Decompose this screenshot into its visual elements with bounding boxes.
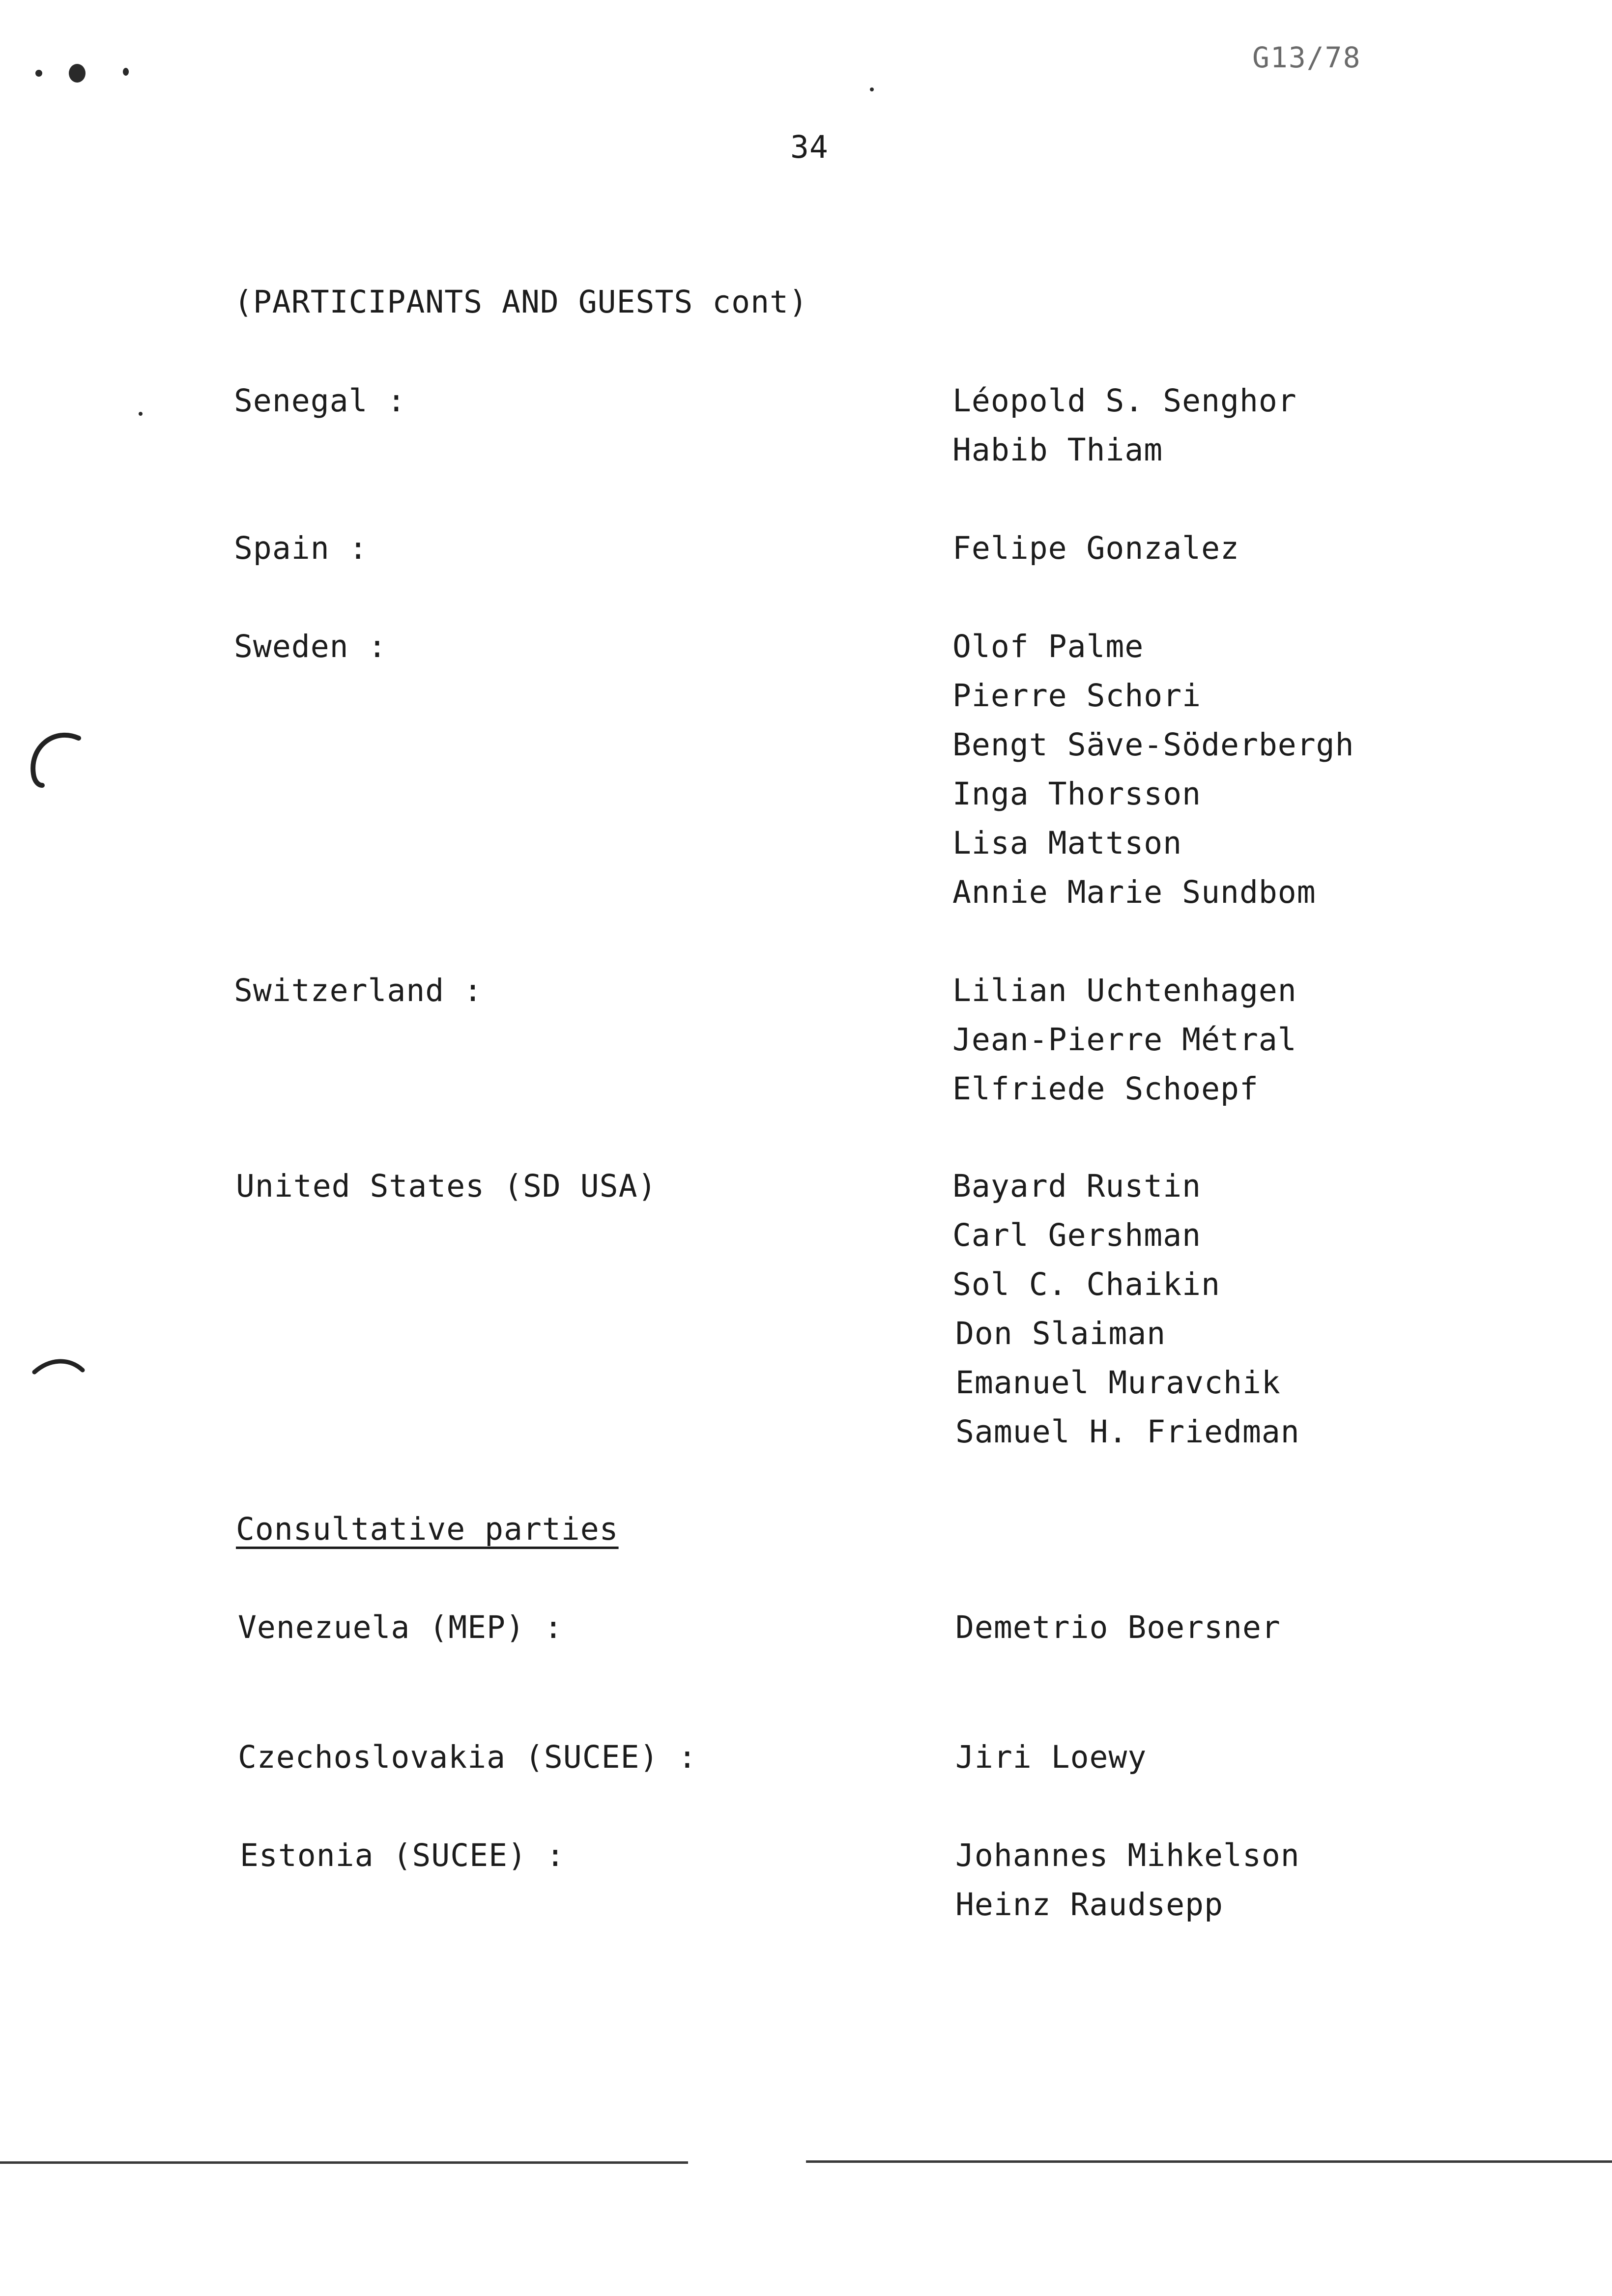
participant-name: Elfriede Schoepf <box>952 1071 1259 1107</box>
participant-name: Emanuel Muravchik <box>955 1365 1281 1401</box>
participant-name: Annie Marie Sundbom <box>952 874 1316 910</box>
section-heading: (PARTICIPANTS AND GUESTS cont) <box>234 284 808 320</box>
participant-name: Sol C. Chaikin <box>952 1266 1221 1302</box>
country-label-sweden: Sweden : <box>234 629 387 664</box>
participant-name: Léopold S. Senghor <box>952 383 1297 419</box>
country-label-estonia: Estonia (SUCEE) : <box>240 1837 565 1873</box>
binding-hole-mark <box>25 727 88 796</box>
participant-name: Johannes Mihkelson <box>955 1837 1300 1873</box>
page-bottom-rule-left <box>0 2161 688 2164</box>
binding-hole-mark <box>29 1351 88 1381</box>
participant-name: Habib Thiam <box>952 432 1163 468</box>
country-label-venezuela: Venezuela (MEP) : <box>238 1609 563 1645</box>
participant-name: Inga Thorsson <box>952 776 1202 812</box>
participant-name: Heinz Raudsepp <box>955 1887 1224 1923</box>
country-label-czechoslovakia: Czechoslovakia (SUCEE) : <box>238 1739 697 1775</box>
scan-mark <box>123 68 129 76</box>
country-label-united-states: United States (SD USA) <box>236 1168 657 1204</box>
scan-mark <box>870 87 874 91</box>
participant-name: Bengt Säve-Söderbergh <box>952 727 1354 763</box>
country-label-senegal: Senegal : <box>234 383 406 419</box>
participant-name: Bayard Rustin <box>952 1168 1202 1204</box>
page-bottom-rule-right <box>806 2160 1612 2163</box>
participant-name: Jiri Loewy <box>955 1739 1147 1775</box>
participant-name: Felipe Gonzalez <box>952 530 1239 566</box>
country-label-spain: Spain : <box>234 530 368 566</box>
participant-name: Olof Palme <box>952 629 1144 664</box>
participant-name: Jean-Pierre Métral <box>952 1022 1297 1058</box>
scan-mark <box>139 412 143 416</box>
participant-name: Demetrio Boersner <box>955 1609 1281 1645</box>
participant-name: Don Slaiman <box>955 1316 1166 1351</box>
consultative-heading: Consultative parties <box>236 1511 619 1547</box>
participant-name: Pierre Schori <box>952 678 1202 714</box>
country-label-switzerland: Switzerland : <box>234 973 483 1008</box>
participant-name: Carl Gershman <box>952 1217 1202 1253</box>
scan-mark <box>35 70 42 77</box>
participant-name: Samuel H. Friedman <box>955 1414 1300 1450</box>
page-number: 34 <box>790 129 829 165</box>
participant-name: Lilian Uchtenhagen <box>952 973 1297 1008</box>
scan-mark <box>69 64 86 83</box>
document-reference: G13/78 <box>1252 41 1361 74</box>
participant-name: Lisa Mattson <box>952 825 1182 861</box>
